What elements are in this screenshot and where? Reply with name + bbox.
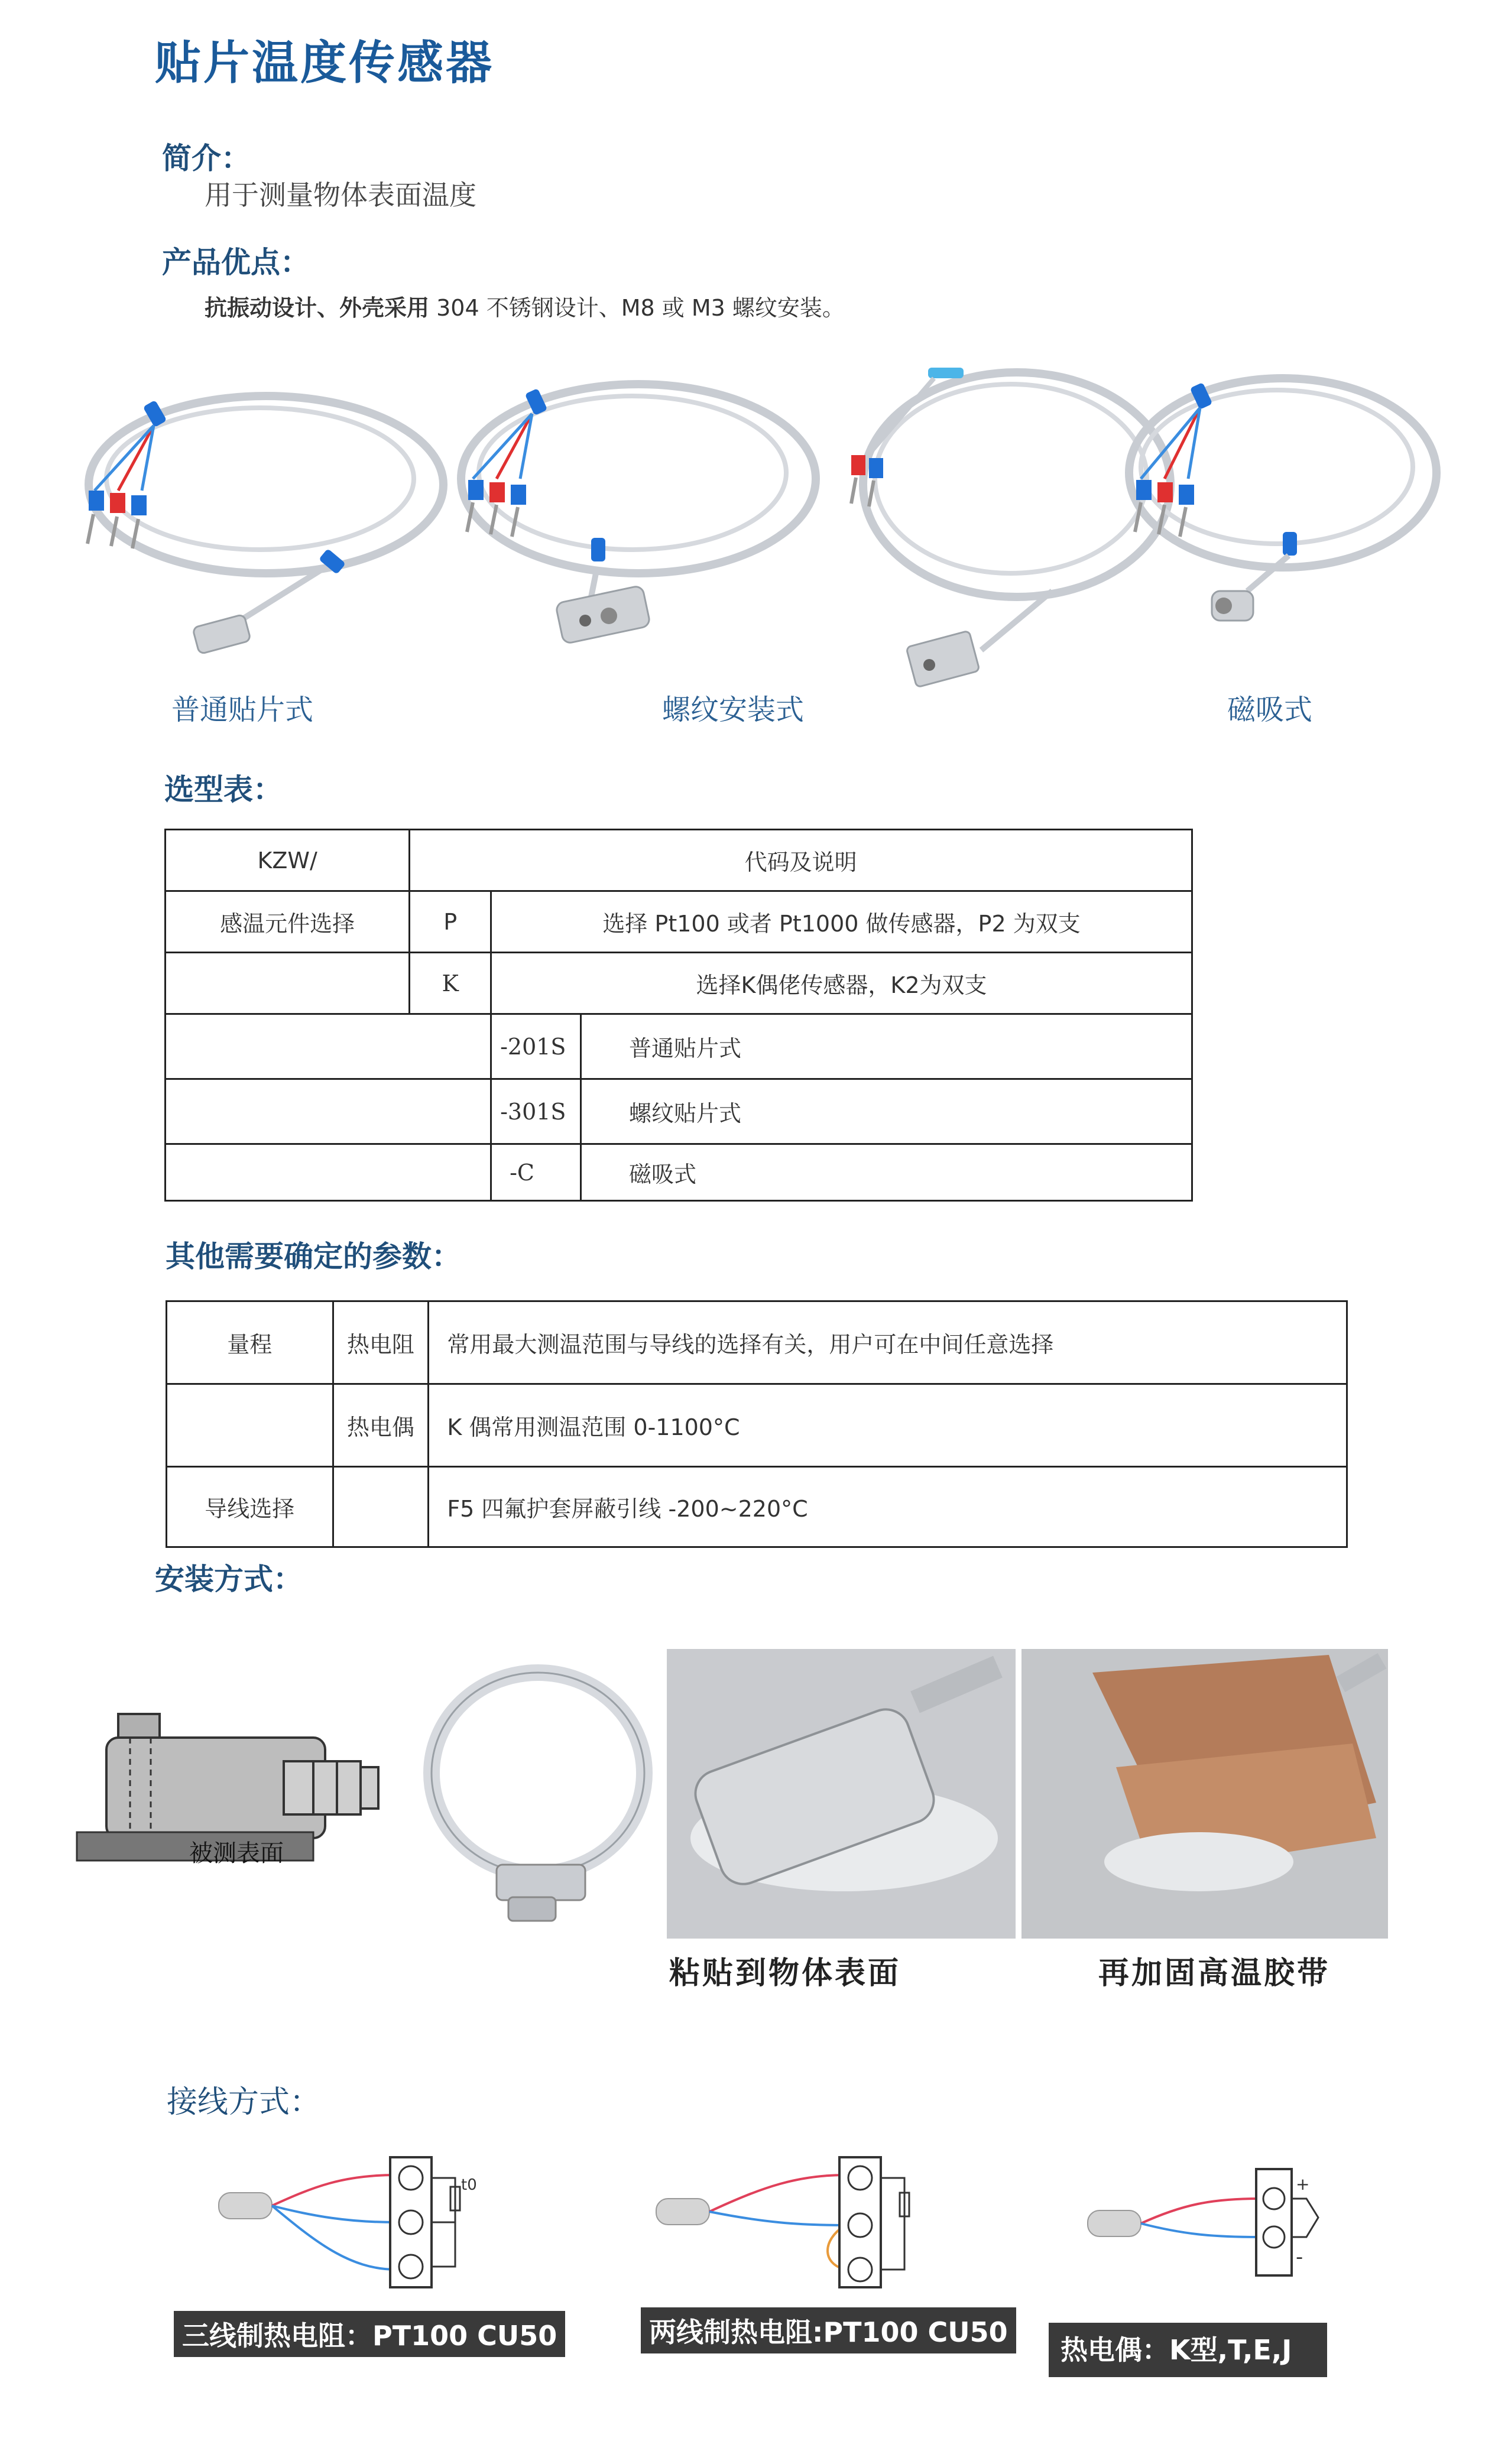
- product-magnetic-image: [1129, 378, 1436, 621]
- selection-row-desc: 磁吸式: [581, 1144, 1192, 1201]
- wiring-three-wire-diagram: [195, 2151, 479, 2293]
- selection-header-prefix: KZW/: [166, 830, 410, 891]
- table-row: [167, 1384, 1347, 1467]
- selection-row-code: -201S: [491, 1014, 581, 1079]
- params-heading: 其他需要确定的参数：: [166, 1239, 461, 1274]
- wiring-label-two: 两线制热电阻:PT100 CU50: [641, 2307, 1016, 2353]
- table-row: [167, 1467, 1347, 1547]
- product-caption-normal: 普通贴片式: [171, 693, 314, 726]
- intro-heading: 简介：: [162, 141, 251, 176]
- selection-row-desc: 普通贴片式: [581, 1014, 1192, 1079]
- table-row: [166, 1144, 1192, 1201]
- selection-row-label: [166, 1144, 491, 1201]
- params-cell: 常用最大测温范围与导线的选择有关，用户可在中间任意选择: [429, 1301, 1347, 1384]
- t0-label: t0: [461, 2176, 477, 2194]
- table-row: [166, 891, 1192, 953]
- selection-row-code: -C: [491, 1144, 581, 1201]
- plus-label: +: [1296, 2174, 1310, 2194]
- selection-row-code: K: [410, 953, 491, 1014]
- params-cell: K 偶常用测温范围 0-1100°C: [429, 1384, 1347, 1467]
- table-row: [166, 1079, 1192, 1144]
- photo-paste-drawing: [667, 1649, 1016, 1939]
- wiring-two-wire-diagram: [644, 2151, 928, 2293]
- table-row: [166, 1014, 1192, 1079]
- install-heading: 安装方式：: [155, 1562, 303, 1596]
- product-images: [47, 343, 1466, 697]
- selection-table: [164, 829, 1193, 1202]
- selection-heading: 选型表：: [164, 772, 283, 807]
- photo-paste-surface: [667, 1649, 1016, 1939]
- selection-row-desc: 选择K偶佬传感器，K2为双支: [491, 953, 1192, 1014]
- photo-tape: [1021, 1649, 1388, 1939]
- product-normal-patch-image: [87, 396, 443, 654]
- surface-label: 被测表面: [189, 1840, 284, 1867]
- photo-tape-drawing: [1021, 1649, 1388, 1939]
- selection-row-code: P: [410, 891, 491, 953]
- selection-row-label: 感温元件选择: [166, 891, 410, 953]
- wiring-label-three: 三线制热电阻：PT100 CU50: [174, 2311, 565, 2357]
- table-row: [166, 953, 1192, 1014]
- selection-row-desc: 选择 Pt100 或者 Pt1000 做传感器，P2 为双支: [491, 891, 1192, 953]
- wiring-heading: 接线方式：: [167, 2085, 321, 2120]
- product-thread-mount-image: [461, 384, 816, 644]
- photo2-caption: 再加固高温胶带: [1098, 1956, 1331, 1991]
- advantages-bold: 抗振动设计、外壳采用: [205, 295, 430, 321]
- hose-clamp-image: [420, 1655, 656, 1939]
- selection-row-label: [166, 953, 410, 1014]
- advantages-text: [205, 290, 845, 322]
- selection-row-code: -301S: [491, 1079, 581, 1144]
- advantages-heading: 产品优点：: [162, 245, 310, 280]
- product-thread-patch-image: [851, 368, 1170, 687]
- params-cell: 热电偶: [333, 1384, 429, 1467]
- intro-text: 用于测量物体表面温度: [205, 179, 476, 211]
- selection-row-label: [166, 1079, 491, 1144]
- selection-row-label: [166, 1014, 491, 1079]
- params-cell: 量程: [167, 1301, 333, 1384]
- wiring-thermocouple-diagram: [1076, 2163, 1348, 2293]
- table-row: [166, 830, 1192, 891]
- params-cell: [333, 1467, 429, 1547]
- params-table: [166, 1300, 1348, 1548]
- params-cell: F5 四氟护套屏蔽引线 -200~220°C: [429, 1467, 1347, 1547]
- params-cell: [167, 1384, 333, 1467]
- page-title: 贴片温度传感器: [155, 37, 495, 90]
- product-caption-thread: 螺纹安装式: [662, 693, 805, 726]
- selection-row-desc: 螺纹贴片式: [581, 1079, 1192, 1144]
- photo1-caption: 粘贴到物体表面: [669, 1956, 901, 1991]
- selection-header-desc: 代码及说明: [410, 830, 1192, 891]
- wiring-label-thermocouple: 热电偶：K型,T,E,J: [1049, 2323, 1327, 2377]
- params-cell: 热电阻: [333, 1301, 429, 1384]
- advantages-rest: 304 不锈钢设计、M8 或 M3 螺纹安装。: [429, 295, 845, 321]
- product-caption-magnetic: 磁吸式: [1227, 693, 1313, 726]
- table-row: [167, 1301, 1347, 1384]
- params-cell: 导线选择: [167, 1467, 333, 1547]
- minus-label: -: [1296, 2245, 1303, 2269]
